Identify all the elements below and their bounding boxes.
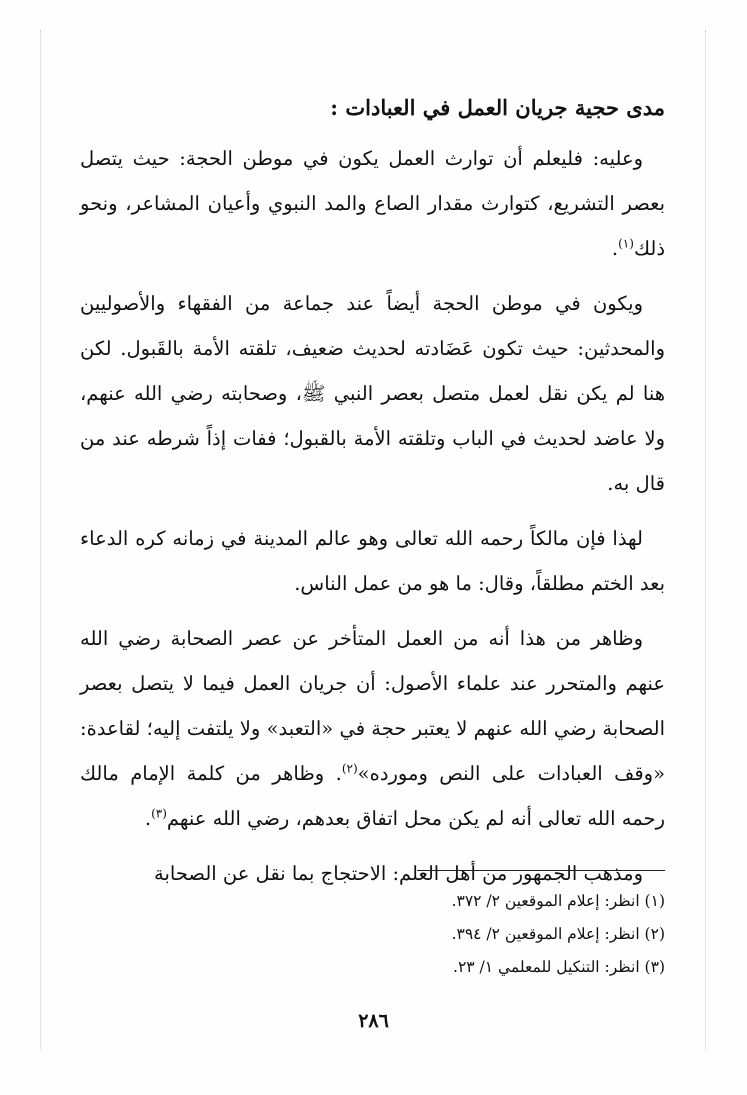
- right-margin-dots: [705, 30, 707, 1050]
- paragraph-4: [80, 616, 665, 841]
- section-heading: مدى حجية جريان العمل في العبادات :: [330, 95, 665, 120]
- paragraph-1: [80, 136, 665, 271]
- left-margin-dots: [40, 30, 42, 1050]
- footnote-marker: (٢): [341, 761, 358, 776]
- paragraph-tail: .: [144, 807, 152, 830]
- footnote-marker: (٣): [151, 806, 167, 821]
- footnotes-list: [80, 885, 665, 984]
- footnote-item: (١) انظر: إعلام الموقعين ٢/ ٣٧٢.: [451, 892, 665, 910]
- paragraph-tail: . وظاهر من كلمة الإمام مالك رحمه الله تعالى أنه لم يكن محل اتفاق بعدهم، رضي الله عنهم: [80, 762, 665, 830]
- paragraph-text: وظاهر من هذا أنه من العمل المتأخر عن عصر الصحابة رضي الله عنهم والمتحرر عند علماء الأصول: أن جريان العمل فيما لا يتصل بعصر الصحابة رضي الله عنهم لا يعتبر حجة في «التعبد» ولا يلتفت إليه؛ لقاعدة: «وقف العبادات على النص ومورده»: [80, 627, 665, 785]
- paragraph-text: لهذا فإن مالكاً رحمه الله تعالى وهو عالم المدينة في زمانه كره الدعاء بعد الختم مطلقاً، وقال: ما هو من عمل الناس.: [80, 527, 665, 595]
- paragraph-text: ومذهب الجمهور من أهل العلم: الاحتجاج بما نقل عن الصحابة: [154, 862, 643, 885]
- page-number: ٢٨٦: [358, 1010, 389, 1032]
- paragraph-text: ويكون في موطن الحجة أيضاً عند جماعة من الفقهاء والأصوليين والمحدثين: حيث تكون عَضَادته لحديث ضعيف، تلقته الأمة بالقَبول. لكن هنا لم يكن نقل لعمل متصل بعصر النبي ﷺ، وصحابته رضي الله عنهم، ولا عاضد لحديث في الباب وتلقته الأمة بالقبول؛ ففات إذاً شرطه عند من قال به.: [80, 292, 665, 495]
- paragraph-text: وعليه: فليعلم أن توارث العمل يكون في موطن الحجة: حيث يتصل بعصر التشريع، كتوارث مقدار الصاع والمد النبوي وأعيان المشاعر، ونحو ذلك: [80, 147, 665, 260]
- footnote-marker: (١): [618, 236, 634, 251]
- paragraph-tail: .: [611, 237, 619, 260]
- footnote-item: (٢) انظر: إعلام الموقعين ٢/ ٣٩٤.: [451, 925, 665, 943]
- footnote-divider: [417, 870, 665, 871]
- paragraph-3: [80, 516, 665, 606]
- main-text: [80, 92, 665, 906]
- paragraph-2: [80, 281, 665, 506]
- footnote-item: (٣) انظر: التنكيل للمعلمي ١/ ٢٣.: [453, 958, 665, 976]
